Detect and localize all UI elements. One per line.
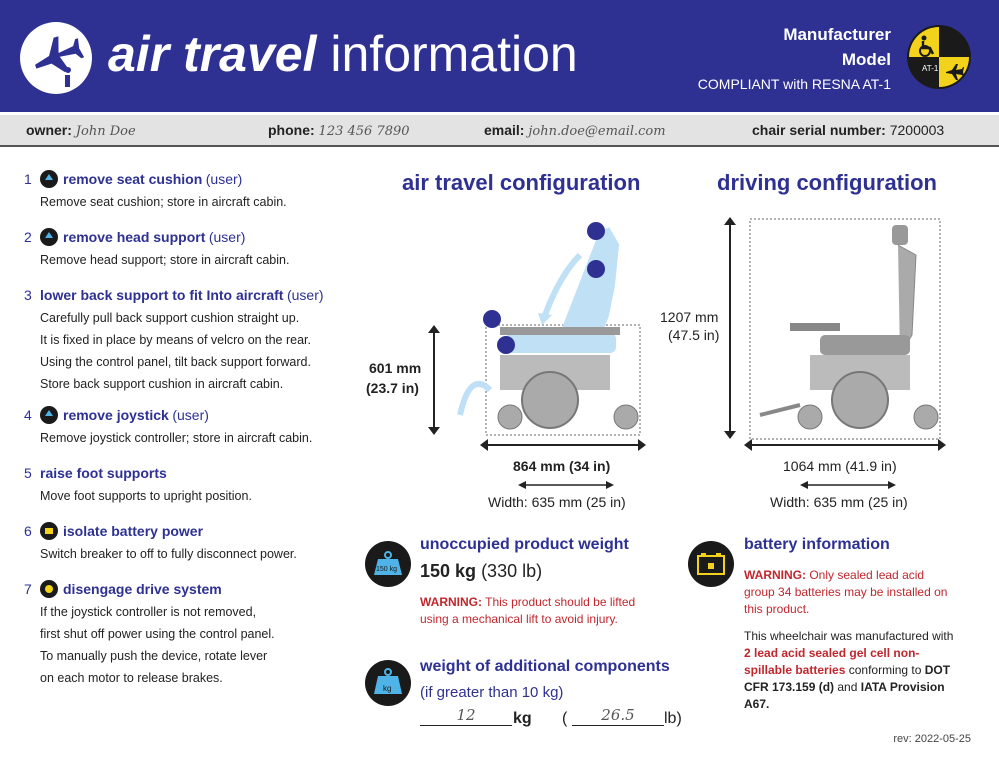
air-height-mm: 601 mm xyxy=(369,360,422,376)
manufacturer-block xyxy=(783,22,891,72)
email-value: john.doe@email.com xyxy=(528,124,666,139)
step-7: 7 disengage drive system If the joystick controller is not removed, first shut off power using the control panel. To manually push the device, rotate lever on each motor to release brakes. xyxy=(24,581,275,685)
airplane-info-icon xyxy=(20,22,92,94)
drive-width-arrow xyxy=(800,478,896,492)
arrow-up-icon xyxy=(40,170,58,188)
drive-release-icon xyxy=(40,580,58,598)
manufacturer-label: Manufacturer xyxy=(783,25,891,44)
drive-config-heading: driving configuration xyxy=(717,170,937,195)
arrow-up-icon xyxy=(40,228,58,246)
step-6: 6 isolate battery power Switch breaker to off to fully disconnect power. xyxy=(24,523,297,561)
air-height-in: (23.7 in) xyxy=(366,380,419,396)
weight-heading: unoccupied product weight xyxy=(420,536,629,553)
additional-lb-open: ( xyxy=(562,710,568,727)
additional-subheading: (if greater than 10 kg) xyxy=(420,684,564,701)
battery-description: This wheelchair was manufactured with 2 lead acid sealed gel cell non-spillable batteries conforming to DOT CFR 173.159 (d) and IATA Provision A67. xyxy=(744,629,954,711)
battery-info-icon xyxy=(688,541,734,587)
air-width-arrow xyxy=(518,478,614,492)
drive-length: 1064 mm (41.9 in) xyxy=(783,458,897,474)
battery-warning: WARNING: Only sealed lead acid group 34 batteries may be installed on this product. xyxy=(744,568,948,616)
air-config-heading: air travel configuration xyxy=(402,170,641,195)
battery-heading: battery information xyxy=(744,536,890,553)
serial-field: chair serial number: 7200003 xyxy=(752,122,945,138)
additional-lb-unit: lb) xyxy=(664,710,682,727)
step-2: 2 remove head support (user) Remove head support; store in aircraft cabin. xyxy=(24,229,290,267)
additional-lb-field[interactable]: 26.5 xyxy=(572,706,664,726)
drive-config-diagram xyxy=(720,205,960,460)
drive-height-mm: 1207 mm xyxy=(660,309,719,325)
battery-icon xyxy=(40,522,58,540)
additional-heading: weight of additional components xyxy=(420,658,670,675)
owner-value: John Doe xyxy=(75,124,136,139)
owner-info-bar xyxy=(0,115,999,147)
air-width: Width: 635 mm (25 in) xyxy=(488,494,626,510)
weight-icon xyxy=(365,541,411,587)
step-5: 5 raise foot supports Move foot supports to upright position. xyxy=(24,465,252,503)
air-length: 864 mm (34 in) xyxy=(513,458,611,474)
additional-weight-icon xyxy=(365,660,411,706)
compliance-text: COMPLIANT with RESNA AT-1 xyxy=(697,76,891,92)
serial-value: 7200003 xyxy=(889,122,945,138)
owner-field: owner: John Doe xyxy=(26,122,136,139)
svg-text:150 kg: 150 kg xyxy=(376,566,398,573)
step-4: 4 remove joystick (user) Remove joystick controller; store in aircraft cabin. xyxy=(24,407,313,445)
revision-date: rev: 2022-05-25 xyxy=(893,733,971,745)
additional-kg-field[interactable]: 12 xyxy=(420,706,512,726)
step-3: 3 lower back support to fit Into aircraft (user) Carefully pull back support cushion straight up. It is fixed in place by means of velcro on the rear. Using the control panel, tilt back support forward. Store back support cushion in aircraft cabin. xyxy=(24,287,324,391)
arrow-up-icon xyxy=(40,406,58,424)
model-label: Model xyxy=(841,50,891,69)
air-config-diagram xyxy=(420,205,660,460)
page-title: air travel information xyxy=(108,26,578,82)
phone-value: 123 456 7890 xyxy=(318,124,410,139)
svg-text:kg: kg xyxy=(383,684,392,693)
additional-kg-unit: kg xyxy=(513,710,532,727)
phone-field: phone: 123 456 7890 xyxy=(268,122,410,139)
drive-width: Width: 635 mm (25 in) xyxy=(770,494,908,510)
svg-text:AT-1: AT-1 xyxy=(922,64,939,73)
weight-value: 150 kg (330 lb) xyxy=(420,561,543,581)
resna-badge-icon xyxy=(906,24,972,90)
email-field: email: john.doe@email.com xyxy=(484,122,666,139)
drive-height-in: (47.5 in) xyxy=(668,327,720,343)
step-1: 1 remove seat cushion (user) Remove seat cushion; store in aircraft cabin. xyxy=(24,171,287,209)
header-banner xyxy=(0,0,999,112)
weight-warning: WARNING: This product should be lifted using a mechanical lift to avoid injury. xyxy=(420,595,636,626)
